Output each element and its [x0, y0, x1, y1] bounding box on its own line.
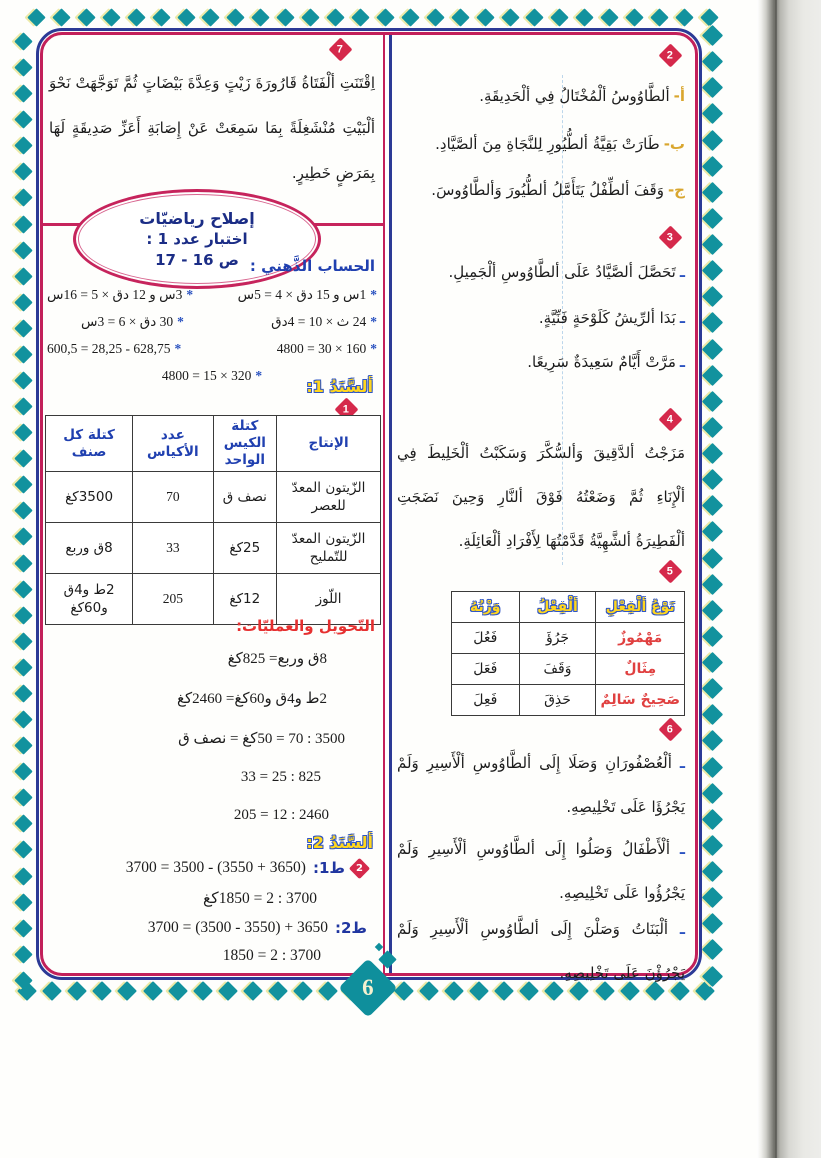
page-number: 6 [362, 975, 374, 1000]
bag-mass-cell: نصف ق [213, 472, 277, 523]
sentence-line [395, 351, 685, 373]
line-text: ألْأَطْفَالُ وَصَلُوا إِلَى ألطَّاوُوسِ ألْأَسِيرِ وَلَمْ يَجْرُؤُوا عَلَى تَخْلِيصِهِ. [397, 840, 685, 902]
verb-type-cell: صَحِيحٌ سَالِمٌ [596, 685, 685, 716]
math-expression: * 320 × 15 = 4800 [161, 367, 263, 383]
table-header-row [46, 416, 381, 472]
star-bullet: * [186, 286, 194, 302]
line-dash: ـ [679, 840, 685, 858]
table-row [46, 472, 381, 523]
math-expression: * 30 دق × 6 = 3س [81, 313, 184, 329]
verb-analysis-table [451, 591, 685, 716]
banner-pages: ص 16 - 17 [155, 250, 239, 269]
item-number-badge: 2 [349, 857, 370, 878]
column-header: وَزْنُهُ [451, 592, 519, 623]
line-text: ألْعُصْفُورَانِ وَصَلَا إِلَى ألطَّاوُوسِ ألْأَسِيرِ وَلَمْ يَجْرُؤَا عَلَى تَخْلِيصِهِ. [397, 754, 685, 816]
item-number-badge: 6 [658, 717, 682, 741]
line-label: ج- [667, 181, 685, 199]
product-cell: اللّوز [277, 574, 381, 625]
product-cell: الزّيتون المعدّ للتّمليح [277, 523, 381, 574]
line-text: ألطَّاوُوسُ ألْمُخْتَالُ فِي ألْحَدِيقَةِ. [479, 87, 670, 105]
sanad1-heading: ألسَّنَدُ 1: [306, 377, 373, 396]
star-bullet: * [255, 367, 263, 383]
table-row [46, 523, 381, 574]
line-text: تَحَصَّلَ ألصَّيَّادُ عَلَى ألطَّاوُوسِ ألْجَمِيلِ. [448, 263, 676, 281]
sentence-line [395, 85, 685, 107]
diamond-border-top [30, 8, 716, 26]
sentence-line [395, 133, 685, 155]
total-mass-cell: 2ط و4ق و60كغ [46, 574, 133, 625]
line-label: ب- [663, 135, 685, 153]
verb-cell: جَرُؤَ [519, 623, 596, 654]
method-label: ط2: [334, 919, 367, 937]
conversion-heading: التّحويل والعمليّات: [236, 617, 375, 635]
column-header: كتلة الكيس الواحد [213, 416, 277, 472]
banner-subtitle: اختبار عدد 1 : [146, 229, 248, 248]
item-number-badge: 1 [334, 397, 358, 421]
sentence-entry [397, 741, 685, 829]
pattern-cell: فَعَلَ [451, 654, 519, 685]
page-frame-inner [40, 32, 698, 982]
star-bullet: * [370, 313, 377, 329]
mental-math-row [47, 308, 377, 335]
verb-type-cell: مَهْمُوزٌ [596, 623, 685, 654]
item-number-badge: 3 [658, 225, 682, 249]
pattern-cell: فَعِلَ [451, 685, 519, 716]
book-page-edge [757, 0, 821, 1158]
conversion-line: 825 : 25 = 33 [240, 769, 321, 785]
line-text: وَقَفَ ألطِّفْلُ يَتَأَمَّلُ ألطُّيُورَ وَألطَّاوُوسَ. [431, 181, 664, 199]
sentence-line [395, 179, 685, 201]
total-mass-cell: 8ق وربع [46, 523, 133, 574]
column-header: ألْفِعْلُ [519, 592, 596, 623]
conversion-line: 8ق وربع= 825كغ [227, 651, 327, 667]
math-expression: * 160 × 30 = 4800 [276, 340, 377, 356]
bag-mass-cell: 25كغ [213, 523, 277, 574]
product-cell: الزّيتون المعدّ للعصر [277, 472, 381, 523]
column-header: كتلة كل صنف [46, 416, 133, 472]
star-bullet: * [174, 340, 182, 356]
equation-text: (3650 + 3550) - 3500 = 3700 [125, 859, 306, 876]
paragraph-text: اِقْتَنَتِ ألْفَتَاةُ قَارُورَةَ زَيْتٍ وَعِدَّةَ بَيْضَاتٍ ثُمَّ تَوَجَّهَتْ نَحْوَ ألْبَيْتِ مُنْشَغِلَةً بِمَا سَمِعَتْ عَنْ إِصَابَةِ أَعَزِّ صَدِيقَةٍ لَهَا بِمَرَضٍ خَطِيرٍ. [49, 74, 375, 182]
solution-method-row [47, 919, 383, 937]
production-table [45, 415, 381, 625]
method-label: ط1: [312, 859, 345, 877]
equation-text: 3650 + (3550 - 3500) = 3700 [147, 919, 328, 936]
page-frame [36, 28, 702, 980]
total-mass-cell: 3500كغ [46, 472, 133, 523]
bag-count-cell: 33 [133, 523, 213, 574]
table-header-row [451, 592, 684, 623]
equation-result: 3700 : 2 = 1850كغ [203, 890, 317, 907]
line-label: أ- [673, 87, 685, 105]
mental-math-row [47, 335, 377, 362]
star-bullet: * [370, 340, 377, 356]
verb-cell: وَقَفَ [519, 654, 596, 685]
mental-math-heading: الحساب الذَّهني : [249, 257, 375, 275]
conversion-line: 3500 : 70 = 50كغ = نصف ق [178, 731, 345, 747]
line-dash: ـ [679, 353, 685, 371]
line-text: طَارَتْ بَقِيَّةُ ألطُّيُورِ لِلنَّجَاةِ مِنَ ألصَّيَّادِ. [435, 135, 660, 153]
verb-type-cell: مِثَالٌ [596, 654, 685, 685]
math-correction-column [43, 35, 383, 973]
line-text: ألْبَنَاتُ وَصَلْنَ إِلَى ألطَّاوُوسِ ألْأَسِيرِ وَلَمْ يَجْرُؤْنَ عَلَى تَخْلِيصِهِ. [397, 920, 685, 982]
sentence-entry [397, 827, 685, 915]
line-dash: ـ [679, 920, 685, 938]
sentence-line [395, 307, 685, 329]
equation-result: 3700 : 2 = 1850 [222, 947, 321, 964]
solution-method-row [47, 859, 383, 877]
column-header: عدد الأكياس [133, 416, 213, 472]
line-dash: ـ [679, 754, 685, 772]
line-dash: ـ [679, 263, 685, 281]
table-row [451, 623, 684, 654]
item-number-badge: 2 [658, 43, 682, 67]
math-expression: * 628,75 - 28,25 = 600,5 [47, 340, 182, 356]
diamond-border-right [702, 28, 722, 984]
star-bullet: * [370, 286, 377, 302]
bag-count-cell: 70 [133, 472, 213, 523]
conversion-line: 2460 : 12 = 205 [233, 807, 329, 823]
item-number-badge: 7 [328, 37, 352, 61]
paragraph-text: مَزَجْتُ ألدَّقِيقَ وَألسُّكَّرَ وَسَكَبْتُ ألْخَلِيطَ فِي ألْإِنَاءِ ثُمَّ وَضَعْتُهُ فَوْقَ ألنَّارِ وَحِينَ نَضَجَتِ ألْفَطِيرَةُ ألشَّهِيَّةُ قَدَّمْتُهَا لِأَفْرَادِ ألْعَائِلَةِ. [397, 444, 685, 550]
star-bullet: * [177, 313, 184, 329]
mental-math-row [47, 281, 377, 308]
arabic-exercises-column [391, 35, 693, 982]
line-text: بَدَا ألرِّيشُ كَلَوْحَةٍ فَنِّيَّةٍ. [538, 309, 676, 327]
table-row [451, 654, 684, 685]
math-expression: * 24 ث × 10 = 4دق [271, 313, 377, 329]
math-expression: * 1س و 15 دق × 4 = 5س [237, 286, 377, 302]
sanad2-heading: ألسَّنَدُ 2: [306, 833, 373, 852]
diamond-border-left [14, 35, 32, 987]
pattern-cell: فَعُلَ [451, 623, 519, 654]
sentence-entry [397, 907, 685, 995]
column-header: نَوْعُ ألْفِعْلِ [596, 592, 685, 623]
table-row [451, 685, 684, 716]
mental-math-block [47, 281, 377, 389]
math-expression: * 3س و 12 دق × 5 = 16س [47, 286, 194, 302]
bag-mass-cell: 12كغ [213, 574, 277, 625]
column-header: الإنتاج [277, 416, 381, 472]
conversion-line: 2ط و4ق و60كغ= 2460كغ [177, 691, 327, 707]
banner-title: إصلاح رياضيّات [139, 208, 255, 228]
sentence-line [395, 261, 685, 283]
item-number-badge: 4 [658, 407, 682, 431]
item-number-badge: 5 [658, 559, 682, 583]
verb-cell: حَذِقَ [519, 685, 596, 716]
line-dash: ـ [679, 309, 685, 327]
line-text: مَرَّتْ أَيَّامٌ سَعِيدَةٌ سَرِيعًا. [527, 353, 676, 371]
bag-count-cell: 205 [133, 574, 213, 625]
